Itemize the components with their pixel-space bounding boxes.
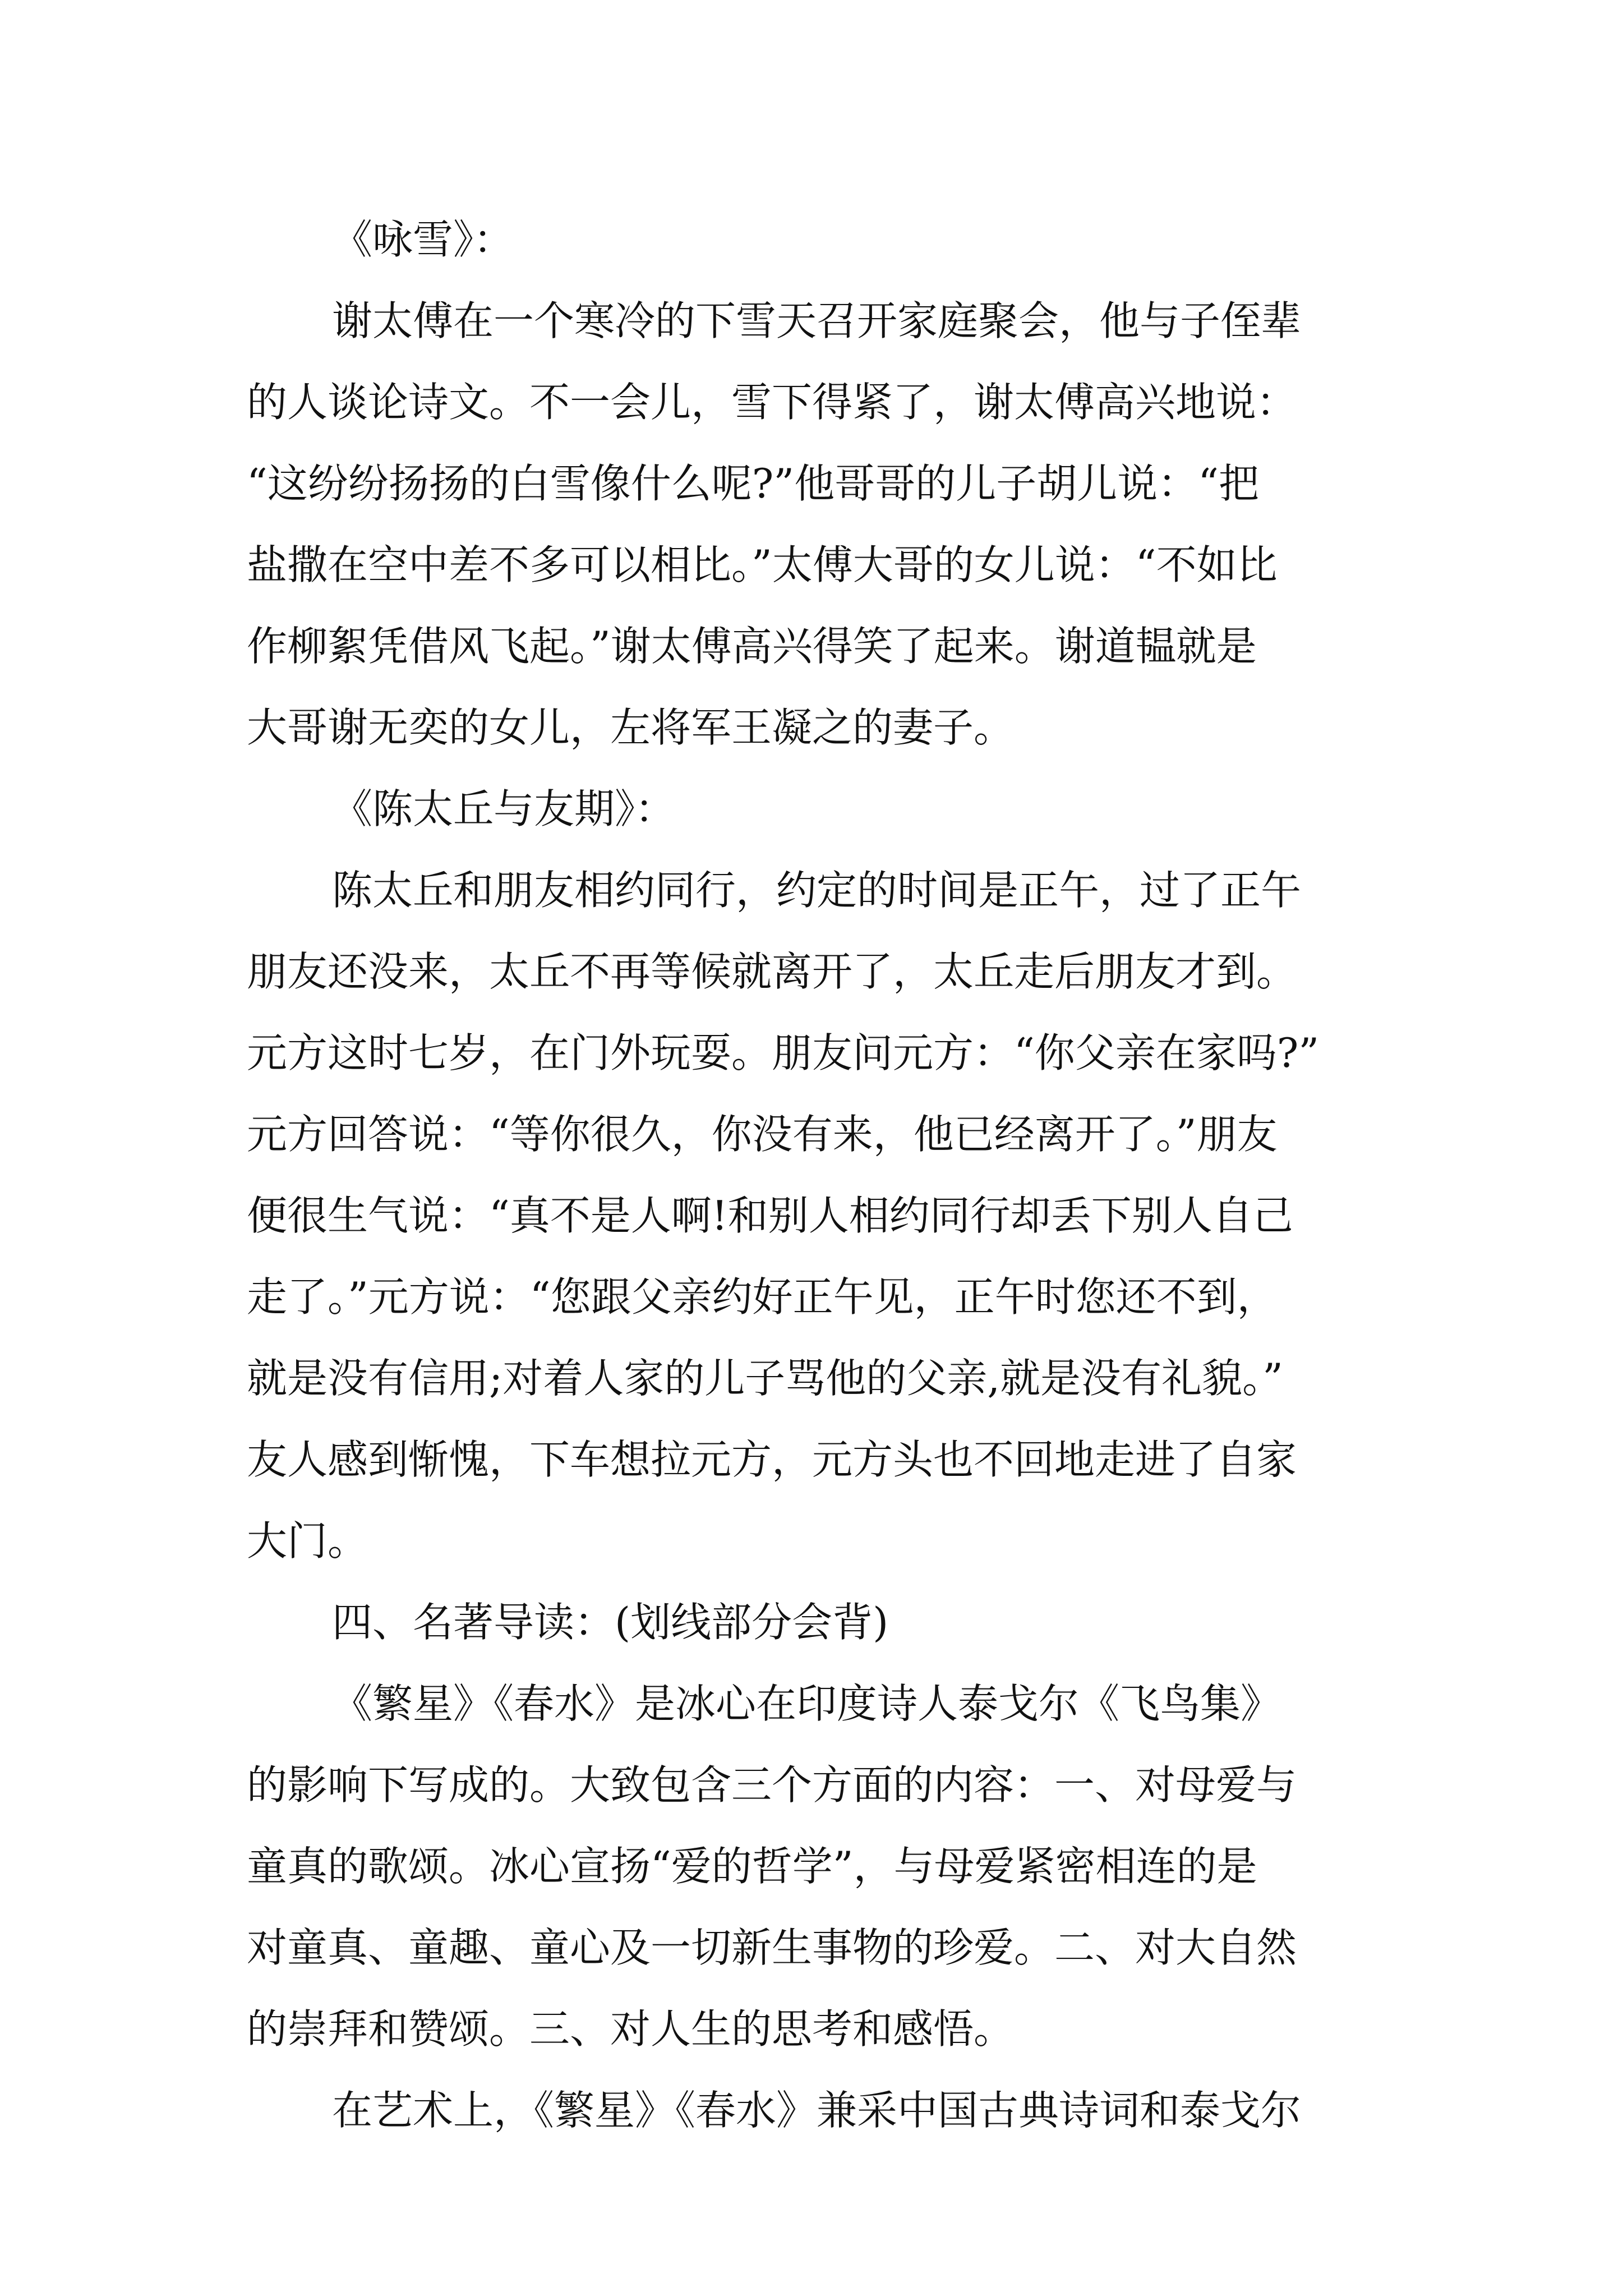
text-line: 作柳絮凭借风飞起。”谢太傅高兴得笑了起来。谢道韫就是	[247, 623, 1257, 670]
paragraph-chentaiqiu-translation	[247, 850, 1380, 1582]
section-heading-reading-guide: 四、名著导读：(划线部分会背)	[332, 1599, 889, 1646]
text-line: 友人感到惭愧，下车想拉元方，元方头也不回地走进了自家	[247, 1436, 1297, 1483]
text-line: 对童真、童趣、童心及一切新生事物的珍爱。二、对大自然	[247, 1924, 1297, 1971]
document-body	[247, 199, 1380, 2151]
text-line: 走了。”元方说：“您跟父亲约好正午见，正午时您还不到，	[247, 1273, 1278, 1320]
text-line: 陈太丘和朋友相约同行，约定的时间是正午，过了正午	[332, 867, 1302, 914]
text-line: 盐撒在空中差不多可以相比。”太傅大哥的女儿说：“不如比	[247, 541, 1278, 588]
section-heading-chentaiqiu: 《陈太丘与友期》：	[332, 785, 676, 832]
paragraph-yongxue-translation	[247, 280, 1380, 769]
text-line: 大门。	[247, 1517, 368, 1565]
text-line: 《繁星》《春水》是冰心在印度诗人泰戈尔《飞鸟集》	[332, 1680, 1281, 1727]
text-line: 谢太傅在一个寒冷的下雪天召开家庭聚会，他与子侄辈	[332, 297, 1302, 344]
text-line: 在艺术上，《繁星》《春水》兼采中国古典诗词和泰戈尔	[332, 2087, 1302, 2134]
text-line: 童真的歌颂。冰心宣扬“爱的哲学”，与母爱紧密相连的是	[247, 1843, 1257, 1890]
text-line: 的崇拜和赞颂。三、对人生的思考和感悟。	[247, 2005, 1015, 2053]
text-line: 就是没有信用;对着人家的儿子骂他的父亲,就是没有礼貌。”	[247, 1355, 1283, 1402]
text-line: 朋友还没来，太丘不再等候就离开了，太丘走后朋友才到。	[247, 948, 1297, 995]
paragraph-artistic-features	[247, 2070, 1380, 2151]
text-line: 的影响下写成的。大致包含三个方面的内容：一、对母爱与	[247, 1761, 1297, 1809]
text-line: 便很生气说：“真不是人啊!和别人相约同行却丢下别人自己	[247, 1192, 1293, 1239]
text-line: “这纷纷扬扬的白雪像什么呢?”他哥哥的儿子胡儿说：“把	[247, 460, 1260, 507]
paragraph-fanxing-chunshui	[247, 1663, 1380, 2070]
section-heading-yongxue: 《咏雪》：	[332, 216, 514, 263]
text-line: 大哥谢无奕的女儿，左将军王凝之的妻子。	[247, 704, 1015, 751]
text-line: 元方这时七岁，在门外玩耍。朋友问元方：“你父亲在家吗?”	[247, 1029, 1320, 1076]
text-line: 元方回答说：“等你很久，你没有来，他已经离开了。”朋友	[247, 1111, 1278, 1158]
text-line: 的人谈论诗文。不一会儿，雪下得紧了，谢太傅高兴地说：	[247, 379, 1297, 426]
